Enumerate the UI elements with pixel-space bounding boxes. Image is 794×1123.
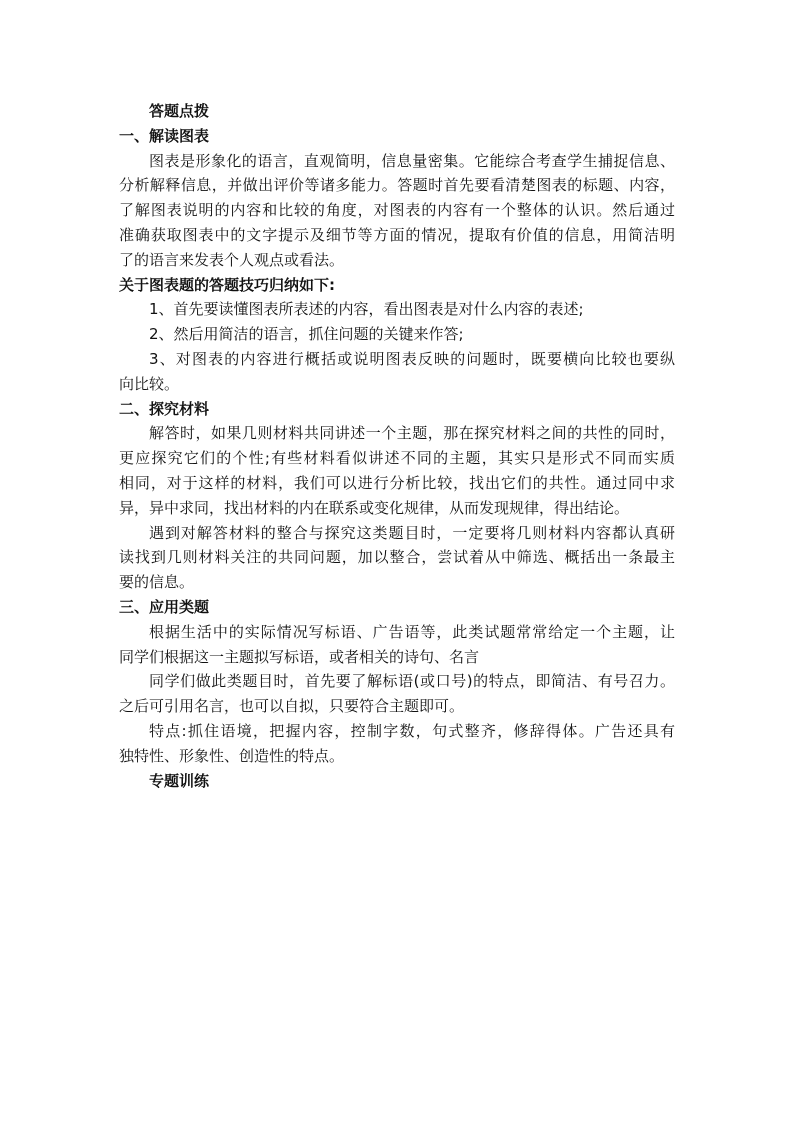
paragraph-line: 更应探究它们的个性;有些材料看似讲述不同的主题，其实只是形式不同而实质 — [119, 449, 675, 468]
paragraph-line: 了解图表说明的内容和比较的角度，对图表的内容有一个整体的认识。然后通过 — [119, 201, 675, 220]
paragraph-line: 解答时，如果几则材料共同讲述一个主题，那在探究材料之间的共性的同时， — [149, 424, 675, 443]
footer-heading: 专题训练 — [149, 771, 210, 790]
paragraph-line: 同学们做此类题目时，首先要了解标语(或口号)的特点，即简洁、有号召力。 — [149, 672, 675, 691]
paragraph-line: 特点:抓住语境，把握内容，控制字数，句式整齐，修辞得体。广告还具有 — [149, 721, 675, 740]
tip-item: 3、对图表的内容进行概括或说明图表反映的问题时，既要横向比较也要纵 — [149, 349, 675, 368]
section-heading-1: 一、解读图表 — [119, 126, 210, 145]
paragraph-line: 分析解释信息，并做出评价等诸多能力。答题时首先要看清楚图表的标题、内容， — [119, 176, 675, 195]
paragraph-line: 异，异中求同，找出材料的内在联系或变化规律，从而发现规律，得出结论。 — [119, 498, 630, 517]
section-heading-3: 三、应用类题 — [119, 597, 210, 616]
page-title: 答题点拨 — [149, 102, 210, 120]
paragraph-line: 读找到几则材料关注的共同问题，加以整合，尝试着从中筛选、概括出一条最主 — [119, 548, 675, 567]
paragraph-line: 了的语言来发表个人观点或看法。 — [119, 250, 345, 269]
tips-heading: 关于图表题的答题技巧归纳如下: — [119, 275, 336, 294]
section-heading-2: 二、探究材料 — [119, 399, 210, 418]
paragraph-line: 独特性、形象性、创造性的特点。 — [119, 746, 345, 765]
paragraph-line: 准确获取图表中的文字提示及细节等方面的情况，提取有价值的信息，用简洁明 — [119, 225, 675, 244]
paragraph-line: 遇到对解答材料的整合与探究这类题目时，一定要将几则材料内容都认真研 — [149, 523, 675, 542]
paragraph-line: 图表是形象化的语言，直观简明，信息量密集。它能综合考查学生捕捉信息、 — [149, 151, 675, 170]
tip-item: 1、首先要读懂图表所表述的内容，看出图表是对什么内容的表述; — [149, 300, 584, 319]
tip-item: 2、然后用简洁的语言，抓住问题的关键来作答; — [149, 325, 464, 344]
paragraph-line: 相同，对于这样的材料，我们可以进行分析比较，找出它们的共性。通过同中求 — [119, 473, 675, 492]
tip-item: 向比较。 — [119, 374, 180, 393]
paragraph-line: 要的信息。 — [119, 573, 195, 592]
document-page — [119, 99, 675, 793]
paragraph-line: 根据生活中的实际情况写标语、广告语等，此类试题常常给定一个主题，让 — [149, 622, 675, 641]
paragraph-line: 同学们根据这一主题拟写标语，或者相关的诗句、名言 — [119, 647, 480, 666]
paragraph-line: 之后可引用名言，也可以自拟，只要符合主题即可。 — [119, 697, 465, 716]
